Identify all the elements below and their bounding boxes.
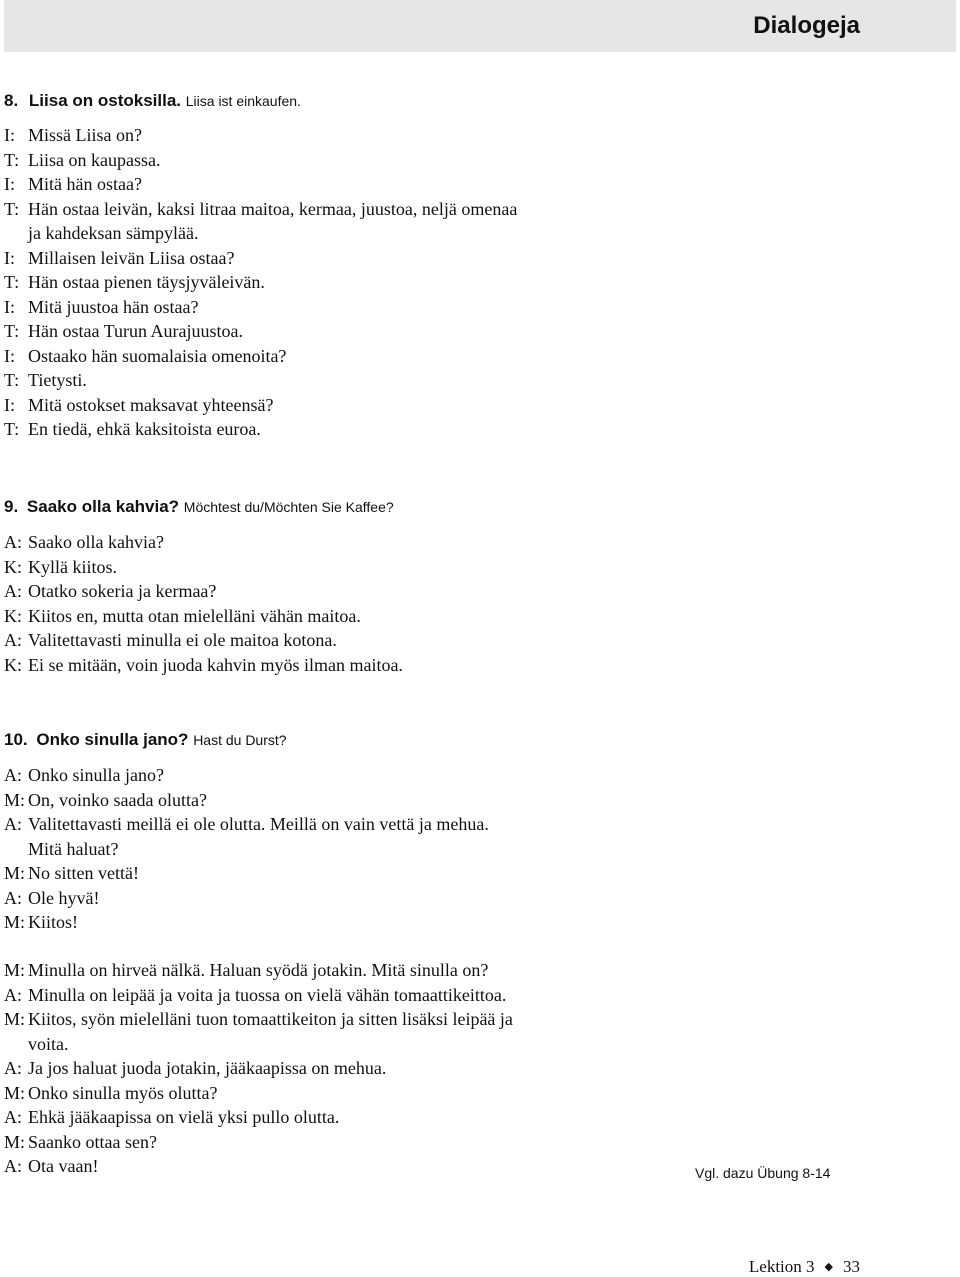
dialogue-line (4, 1081, 217, 1105)
speaker-label: A: (4, 984, 22, 1005)
section-8-heading (4, 91, 301, 111)
speaker-label: M: (4, 1131, 26, 1152)
dialogue-text: Kiitos! (28, 912, 79, 932)
speaker-label: M: (4, 1082, 26, 1103)
dialogue-text: Valitettavasti meillä ei ole olutta. Meillä on vain vettä ja mehua. (28, 814, 489, 834)
dialogue-line (4, 1130, 157, 1154)
speaker-label: T: (4, 321, 20, 341)
speaker-label: A: (4, 765, 22, 785)
speaker-label: T: (4, 272, 20, 292)
dialogue-text: No sitten vettä! (28, 863, 139, 883)
dialogue-text: Hän ostaa Turun Aurajuustoa. (28, 321, 243, 341)
dialogue-line (4, 197, 517, 221)
speaker-label: K: (4, 605, 22, 626)
dialogue-text: Minulla on leipää ja voita ja tuossa on vielä vähän tomaattikeittoa. (28, 984, 507, 1005)
dialogue-text: On, voinko saada olutta? (28, 789, 207, 810)
lesson-label: Lektion 3 (748, 1257, 815, 1276)
speaker-label: I: (4, 125, 15, 145)
section-10-heading (4, 730, 287, 750)
dialogue-line (28, 1032, 69, 1056)
speaker-label: I: (4, 174, 15, 194)
dialogue-line (4, 886, 99, 910)
dialogue-text: Millaisen leivän Liisa ostaa? (28, 247, 235, 268)
section-subtitle: Möchtest du/Möchten Sie Kaffee? (183, 499, 394, 515)
dialogue-line (4, 653, 403, 677)
dialogue-line (4, 788, 207, 812)
dialogue-text: Hän ostaa leivän, kaksi litraa maitoa, kermaa, juustoa, neljä omenaa (28, 198, 518, 219)
dialogue-line (4, 1105, 339, 1129)
dialogue-line (4, 123, 142, 147)
dialogue-line (4, 246, 234, 270)
dialogue-line (4, 295, 198, 319)
speaker-label: A: (4, 1107, 22, 1127)
speaker-label: A: (4, 814, 22, 834)
dialogue-line (4, 530, 164, 554)
speaker-label: T: (4, 149, 20, 170)
dialogue-text: Saanko ottaa sen? (28, 1131, 157, 1152)
dialogue-line (4, 344, 286, 368)
dialogue-text: Ostaako hän suomalaisia omenoita? (28, 345, 287, 366)
speaker-label: M: (4, 863, 26, 883)
section-subtitle: Liisa ist einkaufen. (185, 93, 301, 109)
dialogue-line (4, 270, 265, 294)
dialogue-line (4, 1007, 513, 1031)
section-number: 9. (4, 497, 19, 516)
dialogue-text: Mitä hän ostaa? (28, 174, 142, 194)
dialogue-text: Missä Liisa on? (28, 125, 142, 145)
dialogue-text: Ehkä jääkaapissa on vielä yksi pullo olutta. (28, 1107, 340, 1127)
section-title: Onko sinulla jano? (36, 730, 189, 749)
section-9-heading (4, 497, 394, 517)
page-footer (749, 1257, 860, 1277)
dialogue-text: Minulla on hirveä nälkä. Haluan syödä jotakin. Mitä sinulla on? (28, 960, 489, 980)
dialogue-text: Kiitos en, mutta otan mielelläni vähän maitoa. (28, 605, 361, 626)
speaker-label: K: (4, 654, 22, 675)
section-title: Liisa on ostoksilla. (28, 91, 182, 110)
speaker-label: I: (4, 394, 15, 415)
dialogue-text: Ole hyvä! (28, 887, 100, 908)
dialogue-text: Saako olla kahvia? (28, 532, 164, 552)
dialogue-text: Kyllä kiitos. (28, 556, 117, 577)
dialogue-text: En tiedä, ehkä kaksitoista euroa. (28, 419, 261, 439)
dialogue-line (4, 983, 506, 1007)
dialogue-line (4, 368, 87, 392)
speaker-label: T: (4, 370, 20, 390)
speaker-label: T: (4, 198, 20, 219)
speaker-label: M: (4, 960, 26, 980)
page-number: 33 (843, 1257, 860, 1276)
dialogue-text: Ei se mitään, voin juoda kahvin myös ilman maitoa. (28, 654, 403, 675)
dialogue-line (4, 763, 164, 787)
dialogue-line (4, 579, 216, 603)
dialogue-text: Onko sinulla myös olutta? (28, 1082, 218, 1103)
speaker-label: A: (4, 887, 22, 908)
section-number: 10. (4, 730, 28, 749)
dialogue-line (4, 812, 489, 836)
section-number: 8. (4, 91, 19, 110)
speaker-label: I: (4, 345, 15, 366)
dialogue-text: ja kahdeksan sämpylää. (28, 223, 199, 243)
speaker-label: M: (4, 912, 26, 932)
dialogue-line (4, 604, 361, 628)
dialogue-line (4, 1056, 386, 1080)
dialogue-line (4, 958, 488, 982)
speaker-label: I: (4, 296, 15, 317)
dialogue-line (4, 319, 243, 343)
speaker-label: M: (4, 789, 26, 810)
dialogue-line (4, 148, 160, 172)
dialogue-line (28, 221, 198, 245)
speaker-label: A: (4, 1156, 22, 1176)
dialogue-text: Tietysti. (28, 370, 87, 390)
speaker-label: A: (4, 581, 22, 601)
speaker-label: M: (4, 1009, 26, 1029)
dialogue-line (28, 837, 118, 861)
speaker-label: K: (4, 556, 22, 577)
dialogue-text: Mitä haluat? (28, 838, 119, 859)
section-title: Saako olla kahvia? (26, 497, 180, 516)
dialogue-text: voita. (28, 1033, 69, 1054)
dialogue-line (4, 910, 78, 934)
dialogue-text: Liisa on kaupassa. (28, 149, 161, 170)
dialogue-text: Hän ostaa pienen täysjyväleivän. (28, 272, 265, 292)
dialogue-text: Onko sinulla jano? (28, 765, 164, 785)
dialogue-line (4, 555, 117, 579)
diamond-icon: ◆ (824, 1260, 833, 1273)
dialogue-text: Otatko sokeria ja kermaa? (28, 581, 217, 601)
speaker-label: T: (4, 419, 20, 439)
dialogue-line (4, 628, 337, 652)
page-header-title: Dialogeja (753, 12, 860, 39)
dialogue-text: Mitä juustoa hän ostaa? (28, 296, 199, 317)
speaker-label: A: (4, 630, 22, 650)
dialogue-line (4, 861, 139, 885)
exercise-reference-note: Vgl. dazu Übung 8-14 (695, 1165, 831, 1181)
dialogue-line (4, 393, 273, 417)
speaker-label: A: (4, 532, 22, 552)
dialogue-text: Mitä ostokset maksavat yhteensä? (28, 394, 274, 415)
speaker-label: A: (4, 1058, 22, 1078)
dialogue-text: Kiitos, syön mielelläni tuon tomaattikeiton ja sitten lisäksi leipää ja (28, 1009, 513, 1029)
dialogue-text: Ota vaan! (28, 1156, 99, 1176)
speaker-label: I: (4, 247, 15, 268)
dialogue-line (4, 417, 261, 441)
dialogue-text: Valitettavasti minulla ei ole maitoa kotona. (28, 630, 337, 650)
dialogue-text: Ja jos haluat juoda jotakin, jääkaapissa on mehua. (28, 1058, 387, 1078)
dialogue-line (4, 1154, 98, 1178)
section-subtitle: Hast du Durst? (193, 732, 287, 748)
dialogue-line (4, 172, 142, 196)
